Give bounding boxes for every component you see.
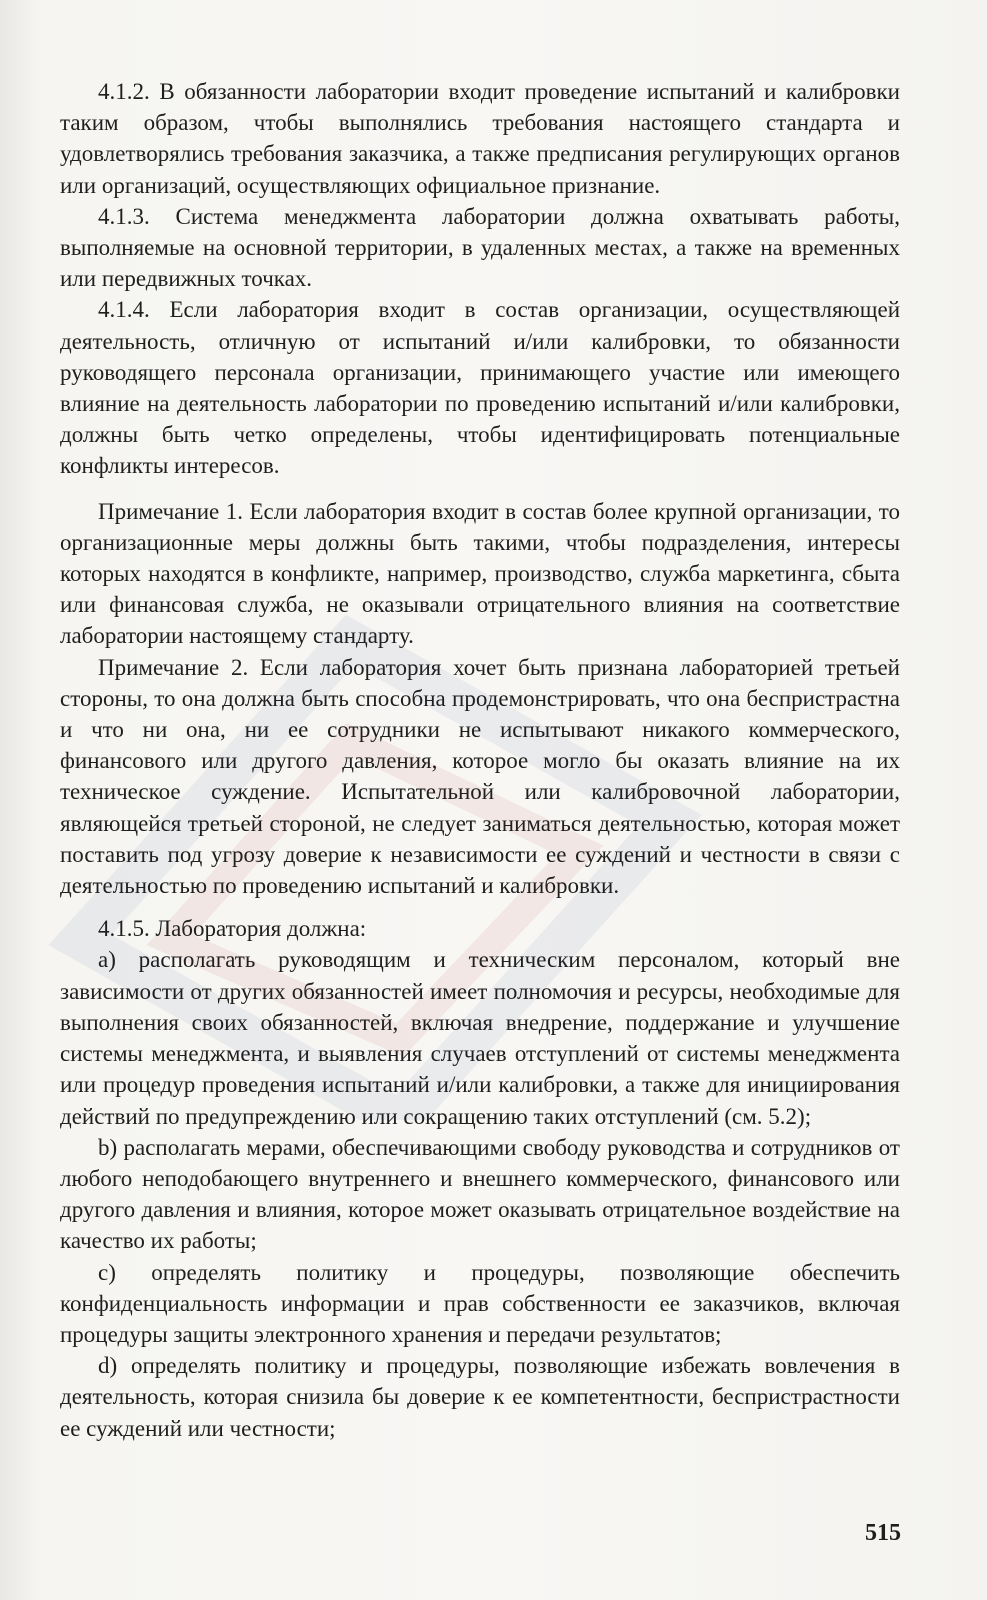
paragraph-4-1-2: 4.1.2. В обязанности лаборатории входит проведение испытаний и калибровки таким образом, чтобы выполнялись требования настоящего стандарта и удовлетворялись требования заказчика, а также предписания регулирующих органов или организаций, осуществляющих официальное признание. [60, 79, 900, 198]
paragraph-4-1-5: 4.1.5. Лаборатория должна: [98, 916, 367, 942]
page-number: 515 [865, 1520, 901, 1546]
list-item-b: b) располагать мерами, обеспечивающими свободу руководства и сотрудников от любого неподобающего внутреннего и внешнего коммерческого, финансового или другого давления и влияния, которое может оказывать отрицательное воздействие на качество их работы; [60, 1134, 900, 1254]
list-item-d: d) определять политику и процедуры, позволяющие избежать вовлечения в деятельность, которая снизила бы доверие к ее компетентности, беспристрастности ее суждений или честности; [60, 1353, 900, 1441]
list-item-a: a) располагать руководящим и техническим персоналом, который вне зависимости от других обязанностей имеет полномочия и ресурсы, необходимые для выполнения своих обязанностей, включая внедрение, поддержание и улучшение системы менеджмента, и выявления случаев отступлений от системы менеджмента или процедур проведения испытаний и/или калибровки, а также для инициирования действий по предупреждению или сокращению таких отступлений (см. 5.2); [60, 947, 900, 1129]
paragraph-4-1-3: 4.1.3. Система менеджмента лаборатории должна охватывать работы, выполняемые на основной территории, в удаленных местах, а также на временных или передвижных точках. [60, 203, 900, 292]
document-body [60, 76, 900, 1444]
note-2: Примечание 2. Если лаборатория хочет быть признана лабораторией третьей стороны, то она должна быть способна продемонстрировать, что она беспристрастна и что ни она, ни ее сотрудники не испытывают никакого коммерческого, финансового или другого давления, которое могло бы оказать влияние на их техническое суждение. Испытательной или калибровочной лаборатории, являющейся третьей стороной, не следует заниматься деятельностью, которая может поставить под угрозу доверие к независимости ее суждений и честности в связи с деятельностью по проведению испытаний и калибровки. [60, 654, 900, 899]
list-item-c: c) определять политику и процедуры, позволяющие обеспечить конфиденциальность информации и прав собственности ее заказчиков, включая процедуры защиты электронного хранения и передачи результатов; [60, 1259, 900, 1347]
note-1: Примечание 1. Если лаборатория входит в состав более крупной организации, то организационные меры должны быть такими, чтобы подразделения, интересы которых находятся в конфликте, например, производство, служба маркетинга, сбыта или финансовая служба, не оказывали отрицательного влияния на соответствие лаборатории настоящему стандарту. [60, 498, 900, 649]
paragraph-4-1-4: 4.1.4. Если лаборатория входит в состав организации, осуществляющей деятельность, отличную от испытаний и/или калибровки, то обязанности руководящего персонала организации, принимающего участие или имеющего влияние на деятельность лаборатории по проведению испытаний и/или калибровки, должны быть четко определены, чтобы идентифицировать потенциальные конфликты интересов. [60, 297, 900, 479]
